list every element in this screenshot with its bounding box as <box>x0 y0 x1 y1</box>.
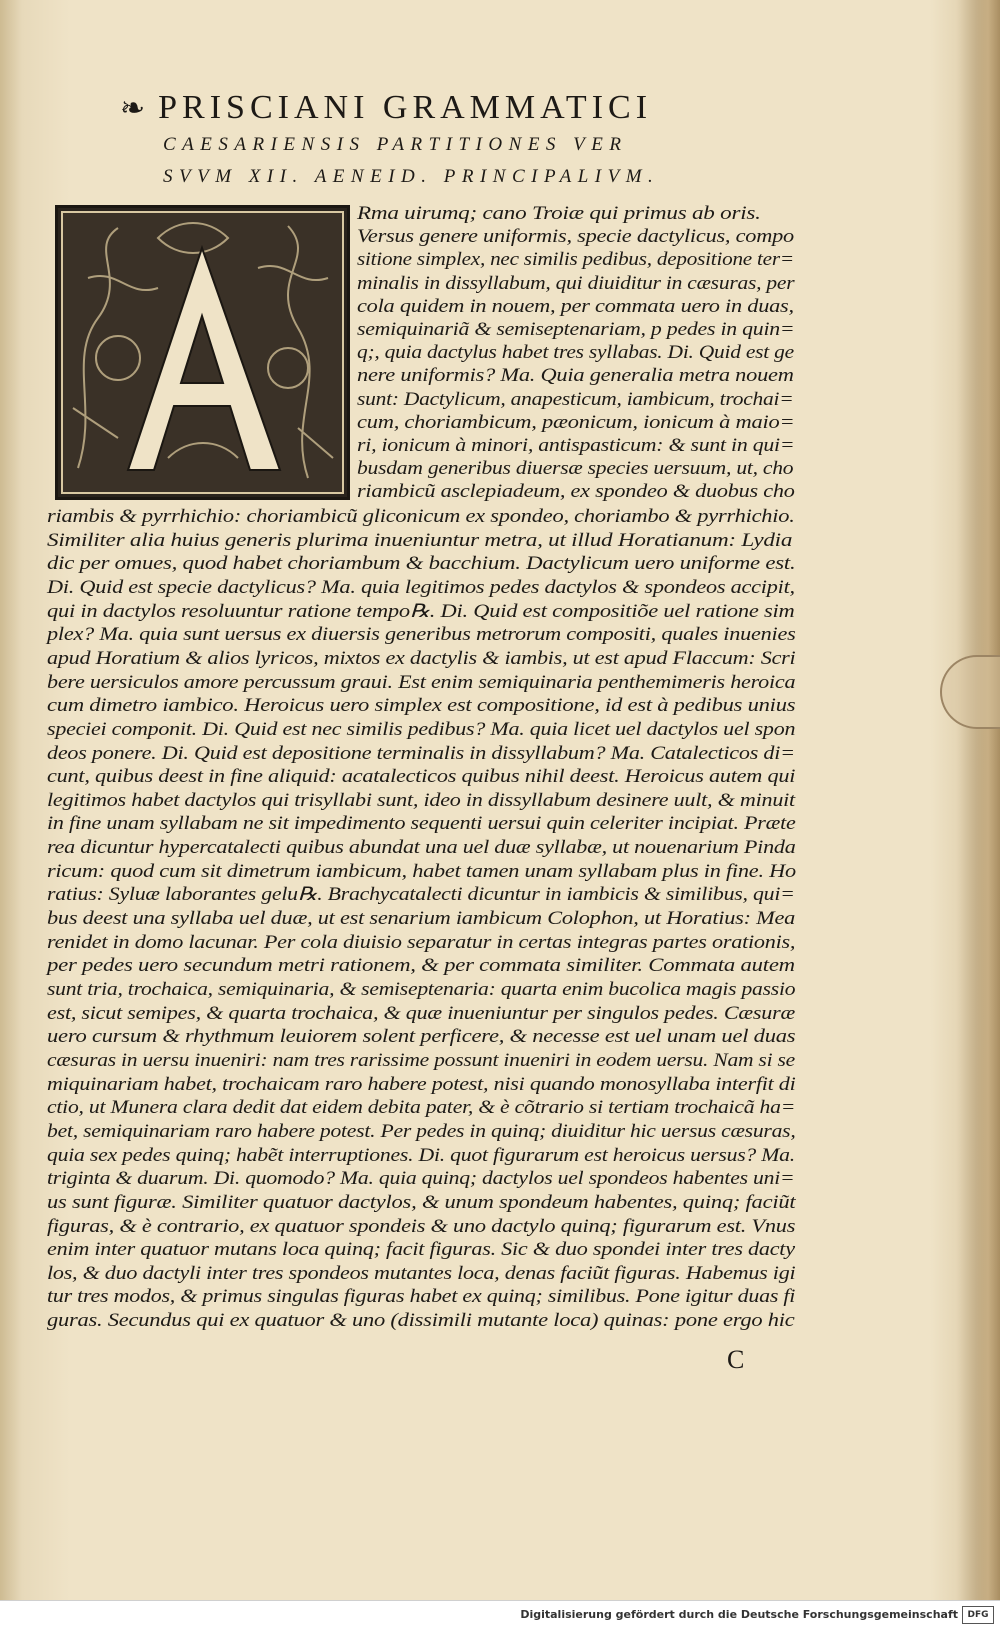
text-line: bus deest una syllaba uel duæ, ut est senarium iambicum Colophon, ut Horatius: Mea <box>47 909 796 930</box>
text-line: per pedes uero secundum metri rationem, & per commata similiter. Commata autem <box>47 956 795 977</box>
text-line: quia sex pedes quinq; habẽt interruptiones. Di. quot figurarum est heroicus uersus? Ma. <box>47 1145 795 1166</box>
text-line: ratius: Syluæ laborantes gelu℞. Brachycatalecti dicuntur in iambicis & similibus, qui= <box>47 885 795 906</box>
text-line: riambis & pyrrhichio: choriambicũ gliconicum ex spondeo, choriambo & pyrrhichio. <box>47 507 795 527</box>
text-line: cum, choriambicum, pæonicum, ionicum à maio= <box>357 412 795 433</box>
text-line: guras. Secundus qui ex quatuor & uno (dissimili mutante loca) quinas: pone ergo hic <box>47 1311 795 1332</box>
text-line: bet, semiquinariam raro habere potest. Per pedes in quinq; diuiditur hic uersus cæsuras, <box>47 1121 796 1142</box>
text-line: cæsuras in uersu inueniri: nam tres rarissime possunt inueniri in eodem uersu. Nam si se <box>47 1050 795 1071</box>
text-line: uero cursum & rhythmum leuiorem solent perficere, & necesse est uel unam uel duas <box>47 1027 796 1048</box>
signature-mark: C <box>727 1345 745 1374</box>
text-line: in fine unam syllabam ne sit impedimento sequenti uersui quin celeriter incipiat. Præte <box>47 814 796 835</box>
text-line: rea dicuntur hypercatalecti quibus abundat una uel duæ syllabæ, ut nouenarium Pinda <box>47 838 796 859</box>
text-line: dic per omues, quod habet choriambum & bacchium. Dactylicum uero uniforme est. <box>47 554 796 575</box>
text-line: deos ponere. Di. Quid est depositione terminalis in dissyllabum? Ma. Catalecticos di= <box>47 743 795 764</box>
text-line: us sunt figuræ. Similiter quatuor dactylos, & unum spondeum habentes, quinq; faciũt <box>47 1192 796 1213</box>
text-line: los, & duo dactyli inter tres spondeos mutantes loca, denas faciũt figuras. Habemus igi <box>47 1263 796 1284</box>
text-line: cola quidem in nouem, per commata uero in duas, <box>357 296 794 317</box>
footer-credit: Digitalisierung gefördert durch die Deutsche Forschungsgemeinschaft <box>520 1608 958 1621</box>
text-line: Similiter alia huius generis plurima inueniuntur metra, ut illud Horatianum: Lydia <box>47 530 793 551</box>
text-line: sunt tria, trochaica, semiquinaria, & semiseptenaria: quarta enim bucolica magis passio <box>47 980 796 1000</box>
fleuron-icon: ❧ <box>120 92 151 125</box>
text-line: sunt: Dactylicum, anapesticum, iambicum, trochai= <box>357 389 794 410</box>
text-line: ctio, ut Munera clara dedit dat eidem debita pater, & è cõtrario si tertiam trochaicã ha= <box>47 1098 796 1119</box>
text-line: cum dimetro iambico. Heroicus uero simplex est compositione, id est à pedibus unius <box>47 696 796 717</box>
text-line: tur tres modos, & primus singulas figuras habet ex quinq; similibus. Pone igitur duas fi <box>47 1287 796 1308</box>
text-line: busdam generibus diuersæ species uersuum, ut, cho <box>357 459 794 480</box>
text-line: enim inter quatuor mutans loca quinq; facit figuras. Sic & duo spondei inter tres dacty <box>47 1240 795 1261</box>
text-line: legitimos habet dactylos qui trisyllabi sunt, ideo in dissyllabum desinere uult, & minuit <box>47 790 795 811</box>
text-line: q;, quia dactylus habet tres syllabas. Di. Quid est ge <box>357 343 794 364</box>
text-line: renidet in domo lacunar. Per cola diuisio separatur in certas integras partes orationis, <box>47 932 796 953</box>
text-line: speciei componit. Di. Quid est nec similis pedibus? Ma. quia licet uel dactylos uel spon <box>47 719 796 740</box>
text-line: Di. Quid est specie dactylicus? Ma. quia legitimos pedes dactylos & spondeos accipit, <box>47 577 795 598</box>
digitization-footer <box>0 1600 1000 1628</box>
page-edge <box>956 0 1000 1600</box>
text-line: triginta & duarum. Di. quomodo? Ma. quia quinq; dactylos uel spondeos habentes uni= <box>47 1169 795 1190</box>
heading-title <box>120 88 760 129</box>
text-line: plex? Ma. quia sunt uersus ex diuersis generibus metrorum compositi, quales inuenies <box>47 625 796 646</box>
text-line: qui in dactylos resoluuntur ratione tempo℞. Di. Quid est compositiõe uel ratione sim <box>47 601 795 622</box>
heading-title-text: PRISCIANI GRAMMATICI <box>158 89 653 126</box>
text-line: ri, ionicum à minori, antispasticum: & sunt in qui= <box>357 436 795 456</box>
text-line: Rma uirumq; cano Troiæ qui primus ab oris. <box>357 204 761 224</box>
text-line: sitione simplex, nec similis pedibus, depositione ter= <box>357 250 794 271</box>
text-line: minalis in dissyllabum, qui diuiditur in cæsuras, per <box>357 273 795 294</box>
text-line: riambicũ asclepiadeum, ex spondeo & duobus cho <box>357 482 795 503</box>
decorated-initial-art <box>58 208 347 497</box>
text-line: Versus genere uniformis, specie dactylicus, compo <box>357 227 794 248</box>
heading-line-3: SVVM XII. AENEID. PRINCIPALIVM. <box>163 166 660 187</box>
text-line: est, sicut semipes, & quarta trochaica, & quæ inueniuntur per singulos pedes. Cæsuræ <box>47 1003 795 1024</box>
text-line: ricum: quod cum sit dimetrum iambicum, habet tamen unam syllabam plus in fine. Ho <box>47 861 796 882</box>
text-line: figuras, & è contrario, ex quatuor spondeis & uno dactylo quinq; figurarum est. Vnus <box>47 1216 796 1237</box>
heading-line-2: CAESARIENSIS PARTITIONES VER <box>163 134 628 155</box>
text-line: semiquinariã & semiseptenariam, p pedes in quin= <box>357 320 795 340</box>
dfg-logo-icon: DFG <box>962 1606 994 1624</box>
text-line: bere uersiculos amore percussum graui. Est enim semiquinaria penthemimeris heroica <box>47 672 796 693</box>
text-line: miquinariam habet, trochaicam raro habere potest, nisi quando monosyllaba interfit di <box>47 1074 796 1095</box>
page-tab <box>940 655 1000 729</box>
decorated-initial <box>55 205 350 500</box>
text-line: cunt, quibus deest in fine aliquid: acatalecticos quibus nihil deest. Heroicus autem qui <box>47 767 796 788</box>
text-line: nere uniformis? Ma. Quia generalia metra nouem <box>357 366 794 387</box>
text-line: apud Horatium & alios lyricos, mixtos ex dactylis & iambis, ut est apud Flaccum: Scri <box>47 648 796 669</box>
